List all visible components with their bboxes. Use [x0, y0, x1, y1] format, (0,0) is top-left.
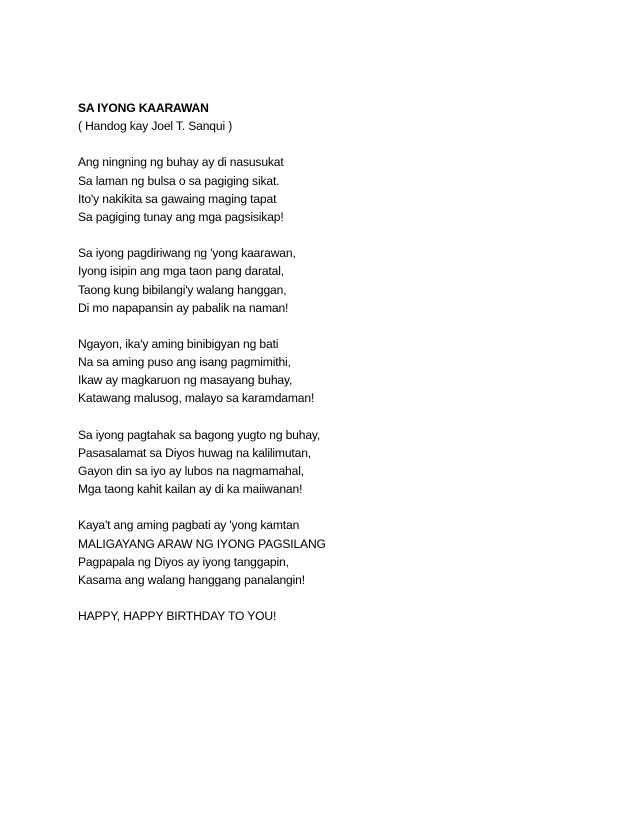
stanza-line: Sa laman ng bulsa o sa pagiging sikat. [78, 173, 280, 188]
stanza-4 [78, 426, 578, 499]
stanza-line: Sa iyong pagtahak sa bagong yugto ng buhay, [78, 427, 321, 442]
poem-content [78, 99, 578, 625]
stanza-line: Ang ningning ng buhay ay di nasusukat [78, 155, 284, 170]
stanza-line: Taong kung bibilangi'y walang hanggan, [78, 282, 287, 297]
stanza-line: Sa iyong pagdiriwang ng 'yong kaarawan, [78, 246, 296, 261]
poem-dedication: ( Handog kay Joel T. Sanqui ) [78, 119, 233, 134]
stanza-line: Kaya't ang aming pagbati ay 'yong kamtan [78, 518, 300, 533]
poem-header [78, 99, 578, 135]
stanza-line: Ito'y nakikita sa gawaing maging tapat [78, 191, 277, 206]
stanza-line: Ikaw ay magkaruon ng masayang buhay, [78, 373, 293, 388]
stanza-5 [78, 516, 578, 589]
stanza-line: Mga taong kahit kailan ay di ka maiiwanan! [78, 482, 303, 497]
stanza-line: Sa pagiging tunay ang mga pagsisikap! [78, 209, 284, 224]
stanza-line: Gayon din sa iyo ay lubos na nagmamahal, [78, 464, 304, 478]
stanza-2 [78, 244, 578, 317]
stanza-1 [78, 153, 578, 226]
stanza-line: Pagpapala ng Diyos ay iyong tanggapin, [78, 554, 289, 569]
stanza-line: Na sa aming puso ang isang pagmimithi, [78, 355, 291, 370]
stanza-line: MALIGAYANG ARAW NG IYONG PAGSILANG [78, 536, 326, 551]
stanza-line: Kasama ang walang hanggang panalangin! [78, 572, 305, 587]
stanza-line: Katawang malusog, malayo sa karamdaman! [78, 391, 315, 406]
poem-title: SA IYONG KAARAWAN [78, 101, 209, 115]
stanza-3 [78, 335, 578, 408]
stanza-line: Pasasalamat sa Diyos huwag na kalilimutan, [78, 445, 312, 460]
stanza-line: Iyong isipin ang mga taon pang daratal, [78, 264, 284, 279]
poem-closing: HAPPY, HAPPY BIRTHDAY TO YOU! [78, 609, 277, 624]
stanza-line: Di mo napapansin ay pabalik na naman! [78, 300, 289, 315]
stanza-line: Ngayon, ika'y aming binibigyan ng bati [78, 336, 279, 351]
